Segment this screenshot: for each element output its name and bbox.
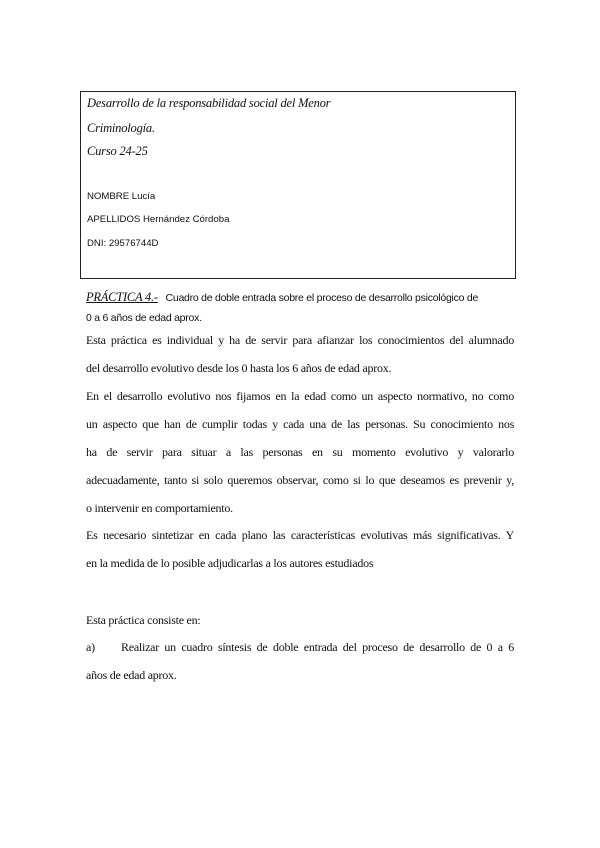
paragraph-2-line-2: un aspecto que han de cumplir todas y cada una de las personas. Su conocimiento nos — [86, 417, 514, 431]
practice-title: PRÁCTICA 4.- — [86, 290, 158, 304]
practice-description-line1: Cuadro de doble entrada sobre el proceso de desarrollo psicológico de — [165, 292, 479, 304]
surname-value: Hernández Córdoba — [143, 214, 230, 225]
list-item-a-line-2: años de edad aprox. — [86, 668, 177, 682]
list-item-a-marker: a) — [86, 640, 95, 654]
paragraph-3-line-1: Es necesario sintetizar en cada plano las características evolutivas más significativas. Y — [86, 528, 514, 542]
paragraph-2-line-4: adecuadamente, tanto si solo queremos observar, como si lo que deseamos es prevenir y, — [86, 473, 514, 487]
header-box — [80, 91, 516, 279]
degree-name: Criminología. — [87, 121, 155, 135]
course-title: Desarrollo de la responsabilidad social del Menor — [87, 96, 331, 110]
paragraph-3-line-2: en la medida de lo posible adjudicarlas a los autores estudiados — [86, 556, 374, 570]
practice-heading — [86, 290, 478, 305]
list-item-a-line-1: Realizar un cuadro síntesis de doble entrada del proceso de desarrollo de 0 a 6 — [121, 640, 514, 654]
surname-label: APELLIDOS — [87, 214, 141, 225]
paragraph-2-line-3: ha de servir para situar a las personas en su momento evolutivo y valorarlo — [86, 445, 514, 459]
paragraph-1-line-1: Esta práctica es individual y ha de servir para afianzar los conocimientos del alumnado — [86, 333, 514, 347]
dni-value: 29576744D — [108, 238, 159, 249]
paragraph-2-line-5: o intervenir en comportamiento. — [86, 501, 233, 515]
paragraph-1-line-2: del desarrollo evolutivo desde los 0 hasta los 6 años de edad aprox. — [86, 361, 392, 375]
course-year: Curso 24-25 — [87, 144, 148, 158]
paragraph-4: Esta práctica consiste en: — [86, 613, 201, 627]
practice-description-line2: 0 a 6 años de edad aprox. — [86, 312, 202, 324]
student-dni — [87, 238, 158, 249]
student-name — [87, 191, 155, 202]
paragraph-2-line-1: En el desarrollo evolutivo nos fijamos en la edad como un aspecto normativo, no como — [86, 389, 514, 403]
student-surname — [87, 214, 229, 225]
name-label: NOMBRE — [87, 191, 130, 202]
name-value: Lucía — [131, 191, 156, 202]
dni-label: DNI: — [87, 238, 107, 249]
